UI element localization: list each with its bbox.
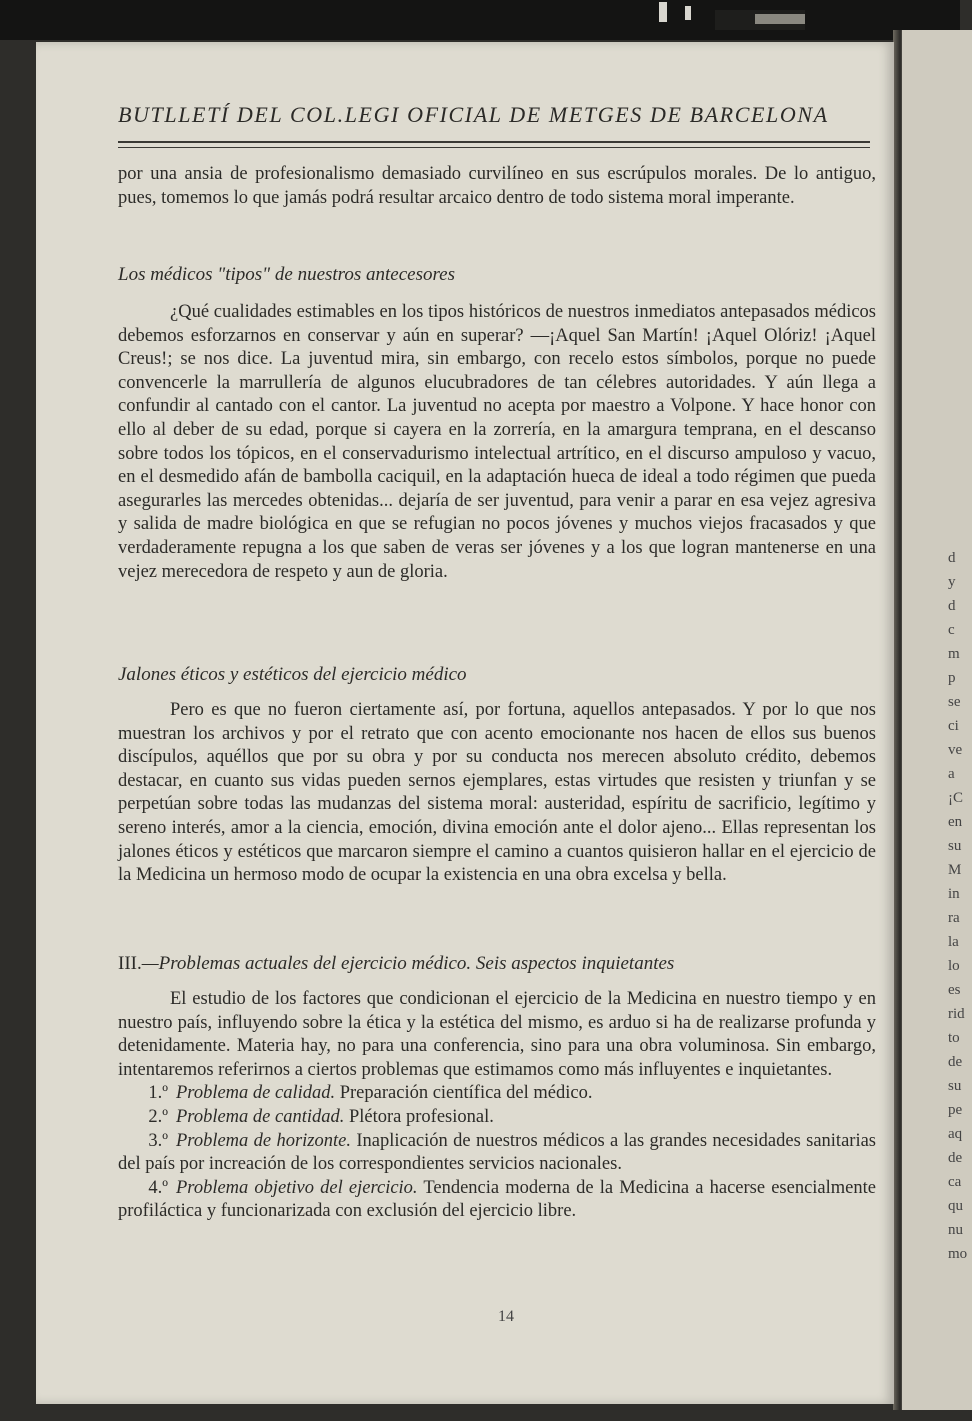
page-header: BUTLLETÍ DEL COL.LEGI OFICIAL DE METGES DE BARCELONA xyxy=(118,102,829,127)
item-desc: Inaplicación de nuestros médicos a las grandes necesidades sanitarias del país por increación de los correspondientes servicios nacionales. xyxy=(118,1130,876,1175)
list-item xyxy=(118,1177,876,1224)
adjacent-page-fragment: aq xyxy=(948,1126,963,1142)
item-number: 2.º xyxy=(148,1106,168,1127)
stamp-mark xyxy=(655,0,815,36)
adjacent-page-fragment: M xyxy=(948,862,962,878)
adjacent-page-fragment: de xyxy=(948,1150,963,1166)
adjacent-page-fragment: to xyxy=(948,1030,960,1046)
adjacent-page-fragment: ve xyxy=(948,742,963,758)
adjacent-page-fragment: ca xyxy=(948,1174,962,1190)
section-1 xyxy=(118,263,876,584)
adjacent-page-fragment: ¡C xyxy=(948,790,963,806)
adjacent-page xyxy=(902,30,972,1410)
section-heading: Los médicos "tipos" de nuestros antecesores xyxy=(118,264,455,285)
adjacent-page-fragment: lo xyxy=(948,958,960,974)
section-paragraph: Pero es que no fueron ciertamente así, por fortuna, aquellos antepasados. Y por lo que nos muestran los archivos y por el retrato que con acento emocionante nos hacen de ellos sus buenos discípulos, aquéllos que por su obra y por su conducta nos merecen absoluto crédito, debemos destacar, en cuanto sus vidas pueden sernos ejemplares, estas virtudes que resisten y triunfan y se perpetúan sobre todas las mudanzas del sistema moral: austeridad, espíritu de sacrificio, legítimo y sereno interés, amor a la ciencia, emoción, divina emoción ante el dolor ajeno... Ellas representan los jalones éticos y estéticos que marcaron siempre el camino a cuantos quisieron hallar en el ejercicio de la Medicina un hermoso modo de ocupar la existencia en una obra excelsa y bella. xyxy=(118,700,876,886)
adjacent-page-fragment: c xyxy=(948,622,955,638)
section-paragraph: ¿Qué cualidades estimables en los tipos históricos de nuestros inmediatos antepasados médicos debemos esforzarnos en conservar y aún en superar? —¡Aquel San Martín! ¡Aquel Olóriz! ¡Aquel Creus!; se nos dice. La juventud mira, sin embargo, con recelo estos símbolos, porque no puede convencerle la marrullería de algunos elucubradores de tan célebres autoridades. Y aún llega a confundir al cantado con el cantor. La juventud no acepta por maestro a Volpone. Y hace honor con ello al deber de su edad, porque si cayera en la zorrería, en la amargura temprana, en el descanso sobre todos los tópicos, en el conservadurismo intelectual artrítico, en el discurso ampuloso y vacuo, en el desmedido afán de bambolla caciquil, en la adaptación hueca de ideal a todo régimen que pueda asegurarles las mercedes obtenidas... dejaría de ser juventud, para venir a parar en esa vejez agresiva y salida de madre biológica en que se refugian no pocos jóvenes y muchos viejos fracasados y que verdaderamente repugna a los que saben de veras ser jóvenes y a los que logran mantenerse en una vejez merecedora de respeto y aun de gloria. xyxy=(118,302,876,582)
item-title: Problema de cantidad. xyxy=(176,1106,345,1127)
adjacent-page-fragment: ra xyxy=(948,910,960,926)
adjacent-page-fragment: en xyxy=(948,814,963,830)
item-title: Problema de horizonte. xyxy=(176,1130,351,1151)
section-3 xyxy=(118,952,876,1224)
adjacent-page-fragment: es xyxy=(948,982,961,998)
list-item xyxy=(118,1130,876,1177)
item-number: 4.º xyxy=(148,1177,168,1198)
item-desc: Preparación científica del médico. xyxy=(339,1083,593,1104)
section-heading xyxy=(118,952,876,976)
adjacent-page-fragment: su xyxy=(948,1078,962,1094)
intro-block xyxy=(118,163,876,210)
adjacent-page-fragment: in xyxy=(948,886,960,902)
page-number: 14 xyxy=(498,1308,514,1325)
adjacent-page-fragment: la xyxy=(948,934,959,950)
section-heading: Jalones éticos y estéticos del ejercicio médico xyxy=(118,664,467,685)
adjacent-page-fragment: pe xyxy=(948,1102,963,1118)
adjacent-page-fragment: a xyxy=(948,766,955,782)
header-rule-thin xyxy=(118,147,870,148)
section-2 xyxy=(118,663,876,888)
adjacent-page-fragment: ci xyxy=(948,718,959,734)
adjacent-page-fragment: de xyxy=(948,1054,963,1070)
list-item xyxy=(118,1106,876,1130)
header-rule xyxy=(118,141,870,143)
adjacent-page-fragment: mo xyxy=(948,1246,968,1262)
adjacent-page-fragment: su xyxy=(948,838,962,854)
section-heading-text: —Problemas actuales del ejercicio médico. Seis aspectos inquietantes xyxy=(141,953,675,974)
adjacent-page-fragment: nu xyxy=(948,1222,963,1238)
adjacent-page-fragment: d xyxy=(948,598,956,614)
item-desc: Plétora profesional. xyxy=(348,1106,494,1127)
section-roman-numeral: III. xyxy=(118,953,142,974)
item-number: 3.º xyxy=(148,1130,168,1151)
item-desc: Tendencia moderna de la Medicina a hacerse esencialmente profiláctica y funcionarizada con exclusión del ejercicio libre. xyxy=(118,1177,876,1222)
adjacent-page-fragment: p xyxy=(948,670,956,686)
adjacent-page-fragment: qu xyxy=(948,1198,963,1214)
adjacent-page-fragment: rid xyxy=(948,1006,965,1022)
adjacent-page-fragment: y xyxy=(948,574,956,590)
section-paragraph: El estudio de los factores que condicionan el ejercicio de la Medicina en nuestro tiempo y en nuestro país, influyendo sobre la ética y la estética del mismo, es arduo si ha de realizarse profunda y detenidamente. Materia hay, no para una conferencia, sino para una obra voluminosa. Sin embargo, intentaremos referirnos a ciertos problemas que estimamos como más influyentes e inquietantes. xyxy=(118,989,876,1080)
intro-paragraph: por una ansia de profesionalismo demasiado curvilíneo en sus escrúpulos morales. De lo antiguo, pues, tomemos lo que jamás podrá resultar arcaico dentro de todo sistema moral imperante. xyxy=(118,164,876,208)
item-number: 1.º xyxy=(148,1083,168,1104)
adjacent-page-fragment: m xyxy=(948,646,960,662)
item-title: Problema objetivo del ejercicio. xyxy=(176,1177,418,1198)
item-title: Problema de calidad. xyxy=(176,1083,336,1104)
list-item xyxy=(118,1082,876,1106)
scanner-background xyxy=(0,0,960,40)
adjacent-page-fragment: d xyxy=(948,550,956,566)
adjacent-page-fragment: se xyxy=(948,694,961,710)
